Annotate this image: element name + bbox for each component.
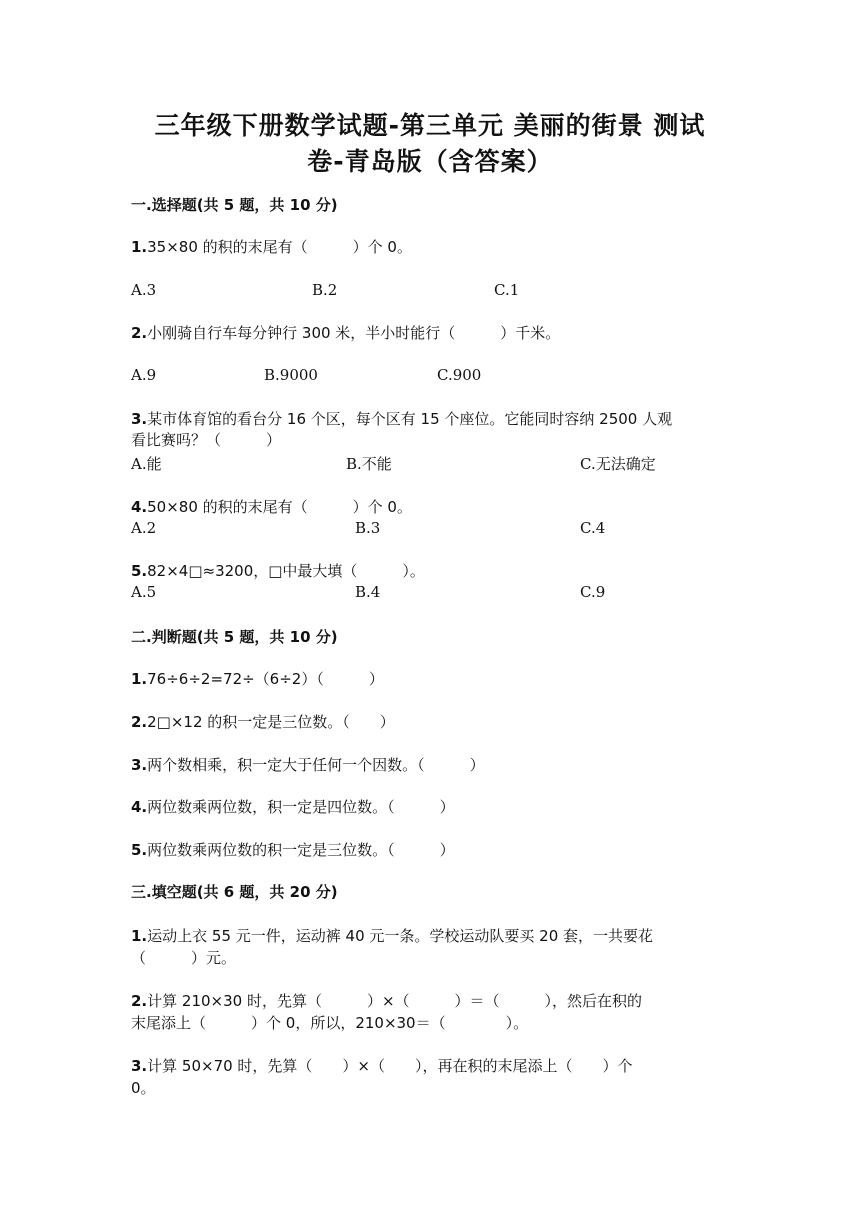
question-text-continued: （ ）元。 xyxy=(131,949,237,967)
question-body: 两位数乘两位数的积一定是三位数。（ ） xyxy=(147,841,455,859)
question-number: 2. xyxy=(131,992,148,1010)
question-body: 两个数相乘，积一定大于任何一个因数。（ ） xyxy=(147,756,485,774)
question-text-continued: 末尾添上（ ）个 0，所以，210×30＝（ ）。 xyxy=(131,1014,529,1032)
section-heading-judgement: 二.判断题(共 5 题，共 10 分) xyxy=(131,628,338,646)
question-body: 82×4□≈3200，□中最大填（ ）。 xyxy=(147,562,425,580)
option-c: C.无法确定 xyxy=(580,455,656,473)
option-a: A.3 xyxy=(131,281,157,299)
page-title-line1: 三年级下册数学试题-第三单元 美丽的街景 测试 xyxy=(154,111,706,140)
option-a: A.能 xyxy=(131,455,162,473)
question-text xyxy=(131,408,672,429)
question-text xyxy=(131,754,485,775)
question-number: 4. xyxy=(131,498,148,516)
question-number: 1. xyxy=(131,670,148,688)
question-body: 小刚骑自行车每分钟行 300 米，半小时能行（ ）千米。 xyxy=(147,324,561,342)
question-number: 2. xyxy=(131,324,148,342)
question-number: 2. xyxy=(131,713,148,731)
question-body: 两位数乘两位数，积一定是四位数。（ ） xyxy=(147,798,455,816)
page-title-line2: 卷-青岛版（含答案） xyxy=(307,147,553,176)
question-body: 计算 210×30 时，先算（ ）×（ ）＝（ ），然后在积的 xyxy=(147,992,643,1010)
question-body: 2□×12 的积一定是三位数。（ ） xyxy=(147,713,395,731)
question-number: 4. xyxy=(131,798,148,816)
question-text xyxy=(131,322,560,343)
question-number: 5. xyxy=(131,562,148,580)
question-text xyxy=(131,839,455,860)
question-text xyxy=(131,796,455,817)
question-body: 50×80 的积的末尾有（ ）个 0。 xyxy=(147,498,412,516)
option-b: B.3 xyxy=(355,519,381,537)
question-number: 1. xyxy=(131,927,148,945)
question-text xyxy=(131,236,412,257)
question-number: 1. xyxy=(131,238,148,256)
question-text-continued: 看比赛吗？（ ） xyxy=(131,431,282,449)
question-body: 运动上衣 55 元一件，运动裤 40 元一条。学校运动队要买 20 套，一共要花 xyxy=(147,927,654,945)
option-c: C.1 xyxy=(494,281,520,299)
question-text-continued: 0。 xyxy=(131,1079,156,1097)
option-c: C.4 xyxy=(580,519,606,537)
question-body: 某市体育馆的看台分 16 个区，每个区有 15 个座位。它能同时容纳 2500 人观 xyxy=(147,410,673,428)
question-number: 3. xyxy=(131,756,148,774)
option-a: A.2 xyxy=(131,519,157,537)
option-a: A.9 xyxy=(131,366,157,384)
question-text xyxy=(131,711,395,732)
option-a: A.5 xyxy=(131,583,157,601)
option-b: B.2 xyxy=(312,281,338,299)
question-number: 3. xyxy=(131,1057,148,1075)
question-text xyxy=(131,925,653,946)
question-body: 35×80 的积的末尾有（ ）个 0。 xyxy=(147,238,412,256)
question-body: 76÷6÷2=72÷（6÷2）（ ） xyxy=(147,670,384,688)
option-b: B.4 xyxy=(355,583,381,601)
question-text xyxy=(131,496,412,517)
question-number: 5. xyxy=(131,841,148,859)
section-heading-fill-blank: 三.填空题(共 6 题，共 20 分) xyxy=(131,883,338,901)
option-b: B.不能 xyxy=(346,455,392,473)
question-text xyxy=(131,1055,633,1076)
question-number: 3. xyxy=(131,410,148,428)
question-text xyxy=(131,990,642,1011)
option-b: B.9000 xyxy=(264,366,318,384)
option-c: C.9 xyxy=(580,583,606,601)
question-text xyxy=(131,668,384,689)
question-body: 计算 50×70 时，先算（ ）×（ ），再在积的末尾添上（ ）个 xyxy=(147,1057,633,1075)
section-heading-choice: 一.选择题(共 5 题，共 10 分) xyxy=(131,196,338,214)
question-text xyxy=(131,560,425,581)
option-c: C.900 xyxy=(437,366,482,384)
